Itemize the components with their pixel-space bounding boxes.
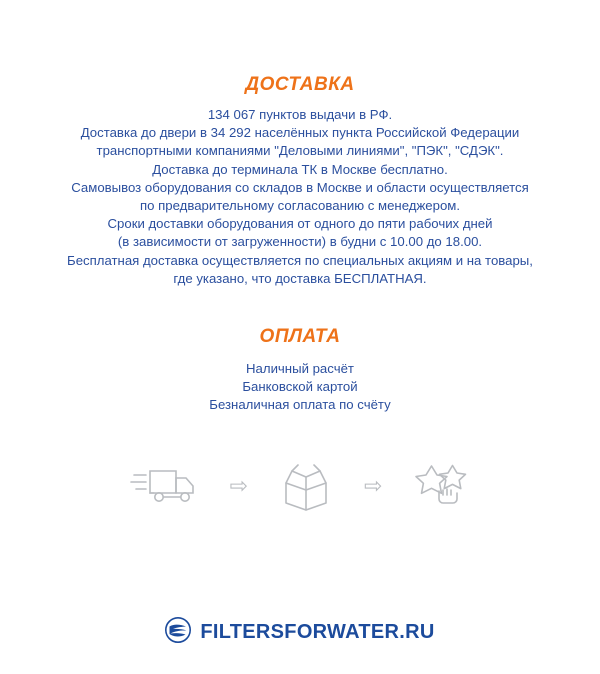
delivery-line: 134 067 пунктов выдачи в РФ. (207, 107, 393, 122)
delivery-text-block (20, 106, 580, 288)
arrow-right-icon: ⇨ (364, 473, 383, 499)
delivery-line: Доставка до двери в 34 292 населённых пункта Российской Федерации (80, 125, 520, 141)
open-box-icon (274, 459, 338, 516)
brand-tld: .RU (399, 621, 435, 643)
payment-method: Безналичная оплата по счёту (209, 397, 391, 413)
delivery-line: транспортными компаниями "Деловыми линиями", "ПЭК", "СДЭК". (96, 143, 504, 159)
brand-name: FILTERSFORWATER (200, 621, 400, 643)
swirl-logo-icon (165, 617, 191, 648)
delivery-line: Доставка до терминала ТК в Москве бесплатно. (152, 161, 448, 177)
delivery-line: (в зависимости от загруженности) в будни с 10.00 до 18.00. (117, 234, 483, 250)
rating-stars-hand-icon (408, 459, 470, 516)
process-icons-row (0, 459, 600, 516)
delivery-section-title: ДОСТАВКА (245, 74, 355, 95)
delivery-line: где указано, что доставка БЕСПЛАТНАЯ. (173, 270, 427, 286)
payment-section-title: ОПЛАТА (259, 326, 341, 348)
delivery-line: Сроки доставки оборудования от одного до пяти рабочих дней (107, 216, 493, 232)
delivery-line: Бесплатная доставка осуществляется по специальных акциям и на товары, (67, 252, 533, 268)
delivery-line: по предварительному согласованию с менеджером. (139, 198, 461, 214)
brand-wordmark (200, 621, 434, 644)
payment-methods-list (20, 360, 580, 415)
payment-method: Банковской картой (242, 379, 358, 395)
delivery-truck-icon (130, 461, 204, 514)
delivery-line: Самовывоз оборудования со складов в Москве и области осуществляется (71, 179, 529, 195)
payment-method: Наличный расчёт (246, 361, 354, 377)
delivery-payment-page (0, 74, 600, 674)
site-footer-logo[interactable] (0, 617, 600, 648)
arrow-right-icon: ⇨ (229, 473, 248, 499)
